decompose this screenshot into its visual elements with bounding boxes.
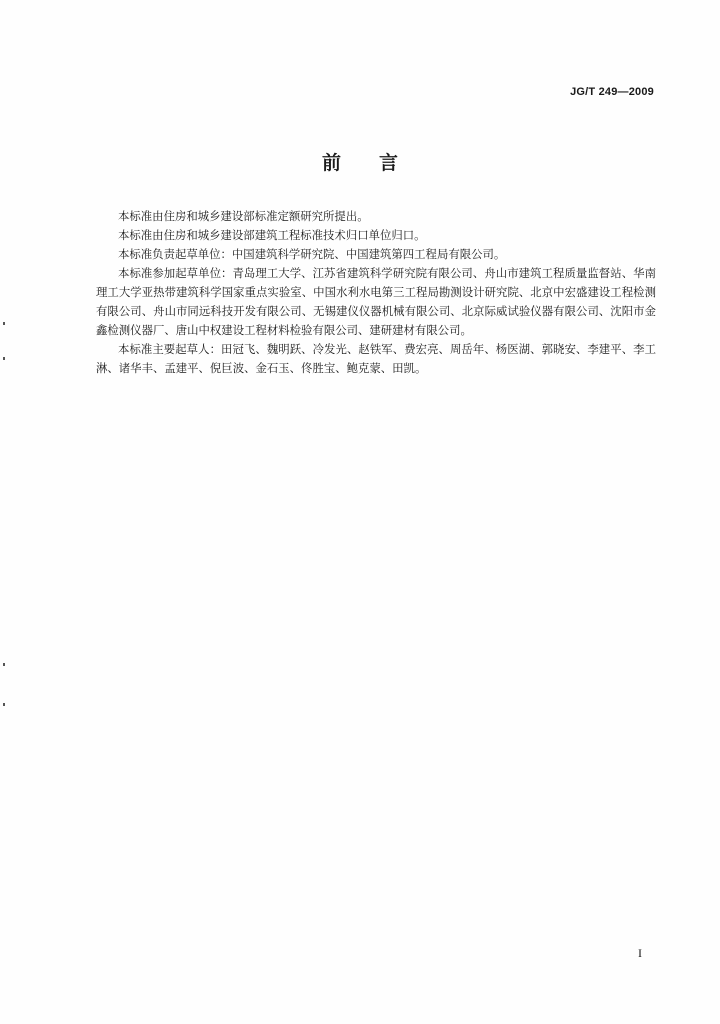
scan-speck xyxy=(3,322,5,325)
paragraph-administrator: 本标准由住房和城乡建设部建筑工程标准技术归口单位归口。 xyxy=(118,228,426,242)
paragraph-main-drafters: 本标准主要起草人：田冠飞、魏明跃、冷发光、赵铁军、费宏亮、周岳年、杨医湖、郭晓安、李建平、李工淋、诸华丰、孟建平、倪巨波、金石玉、佟胜宝、鲍克蒙、田凯。 xyxy=(96,342,656,375)
paragraph-proposer: 本标准由住房和城乡建设部标准定额研究所提出。 xyxy=(118,209,369,223)
paragraph-lead-drafters: 本标准负责起草单位：中国建筑科学研究院、中国建筑第四工程局有限公司。 xyxy=(118,247,506,261)
scan-speck xyxy=(3,663,5,666)
standard-code: JG/T 249—2009 xyxy=(570,86,654,98)
scan-speck xyxy=(3,703,5,706)
foreword-body xyxy=(96,207,656,378)
page-number: I xyxy=(638,946,642,960)
page-title: 前言 xyxy=(321,152,436,174)
scan-speck xyxy=(3,357,5,360)
paragraph-participating-drafters: 本标准参加起草单位：青岛理工大学、江苏省建筑科学研究院有限公司、舟山市建筑工程质量监督站、华南理工大学亚热带建筑科学国家重点实验室、中国水利水电第三工程局勘测设计研究院、北京中宏盛建设工程检测有限公司、舟山市同远科技开发有限公司、无锡建仪仪器机械有限公司、北京际威试验仪器有限公司、沈阳市金鑫检测仪器厂、唐山中权建设工程材料检验有限公司、建研建材有限公司。 xyxy=(96,266,656,337)
